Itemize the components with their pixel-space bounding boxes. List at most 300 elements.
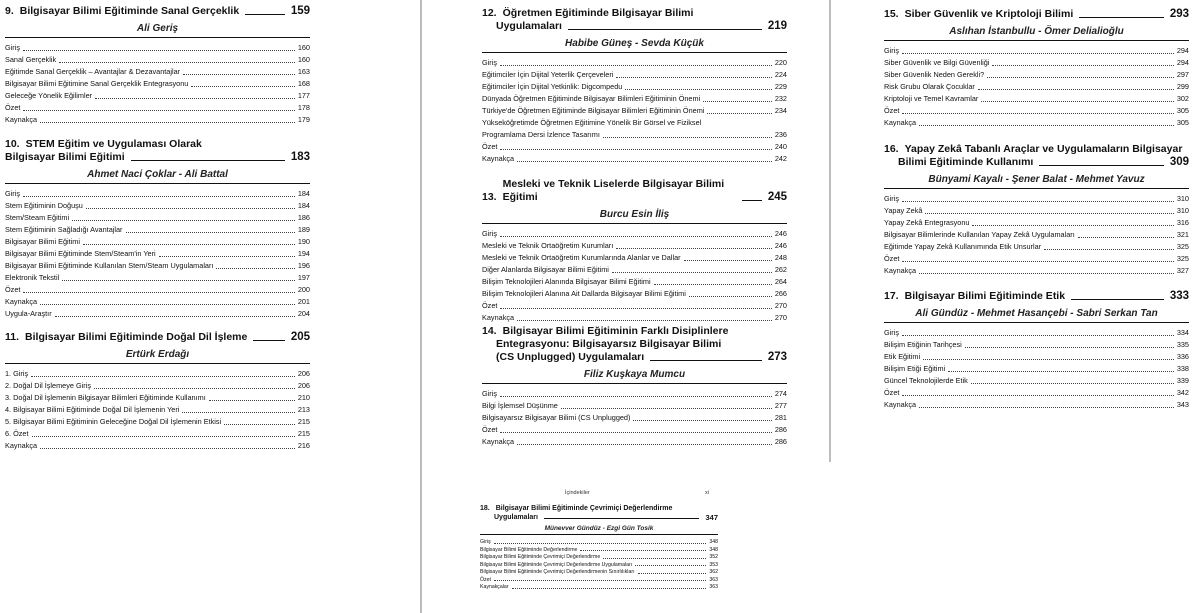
entry-page: 336 xyxy=(1176,352,1189,361)
toc-entry xyxy=(482,252,787,264)
dot-leader xyxy=(224,424,295,425)
entry-page: 264 xyxy=(774,277,787,286)
dot-leader xyxy=(633,420,771,421)
toc-entry xyxy=(5,236,310,248)
dot-leader xyxy=(72,220,295,221)
dot-leader xyxy=(500,308,771,309)
dot-leader xyxy=(689,296,772,297)
toc-entry xyxy=(5,440,310,452)
entry-page: 200 xyxy=(297,285,310,294)
entry-title: Bilişim Teknolojileri Alanında Bilgisayar Bilimi Eğitimi xyxy=(482,277,651,286)
toc-entry xyxy=(5,404,310,416)
entry-title: Bilgi İşlemsel Düşünme xyxy=(482,401,558,410)
dot-leader xyxy=(992,65,1173,66)
entry-title: Geleceğe Yönelik Eğilimler xyxy=(5,91,93,100)
entry-page: 297 xyxy=(1176,70,1189,79)
dot-leader xyxy=(517,444,772,445)
chapter-18 xyxy=(480,504,718,592)
toc-entry xyxy=(5,296,310,308)
chapter-10 xyxy=(5,138,310,320)
toc-entry xyxy=(480,539,718,547)
toc-entry xyxy=(884,93,1189,105)
entry-title: Giriş xyxy=(482,389,497,398)
entry-title: Kaynakça xyxy=(5,115,38,124)
entry-page: 229 xyxy=(774,82,787,91)
chapter-page-number: 245 xyxy=(767,191,787,203)
toc-entry xyxy=(480,547,718,555)
entry-page: 179 xyxy=(297,115,310,124)
toc-entry xyxy=(482,117,787,129)
chapter-title-line xyxy=(5,331,310,344)
dot-leader xyxy=(971,383,1174,384)
entry-page: 232 xyxy=(774,94,787,103)
dot-leader xyxy=(902,113,1173,114)
chapter-title-line xyxy=(884,156,1189,169)
chapter-title-line xyxy=(482,178,787,204)
entry-title: Bilişim Etiği Eğitimi xyxy=(884,364,946,373)
chapter-authors xyxy=(480,525,718,535)
dot-leader xyxy=(987,77,1174,78)
entry-page: 302 xyxy=(1176,94,1189,103)
entry-page: 163 xyxy=(297,67,310,76)
toc-entry xyxy=(482,264,787,276)
dot-leader xyxy=(40,448,295,449)
entry-page: 310 xyxy=(1176,206,1189,215)
entry-page: 236 xyxy=(774,130,787,139)
entry-title: Bilişim Teknolojileri Alanına Ait Dallarda Bilgisayar Bilimi Eğitimi xyxy=(482,289,686,298)
chapter-page-number: 347 xyxy=(705,513,718,522)
dot-leader xyxy=(972,225,1173,226)
chapter-12 xyxy=(482,7,787,165)
entry-title: Kaynakça xyxy=(482,313,515,322)
dot-leader xyxy=(31,376,295,377)
dot-leader xyxy=(40,304,295,305)
dot-leader xyxy=(902,53,1174,54)
chapter-authors xyxy=(5,169,310,184)
entry-title: Özet xyxy=(480,576,491,583)
toc-entry xyxy=(482,424,787,436)
toc-entry xyxy=(5,248,310,260)
author-names: Burcu Esin İliş xyxy=(599,209,670,220)
dot-leader xyxy=(616,248,772,249)
toc-entry xyxy=(5,78,310,90)
toc-entry xyxy=(884,229,1189,241)
toc-entry xyxy=(884,265,1189,277)
chapter-page-number: 159 xyxy=(290,5,310,17)
entry-title: Bilgisayar Bilimi Eğitiminde Kullanılan Stem/Steam Uygulamaları xyxy=(5,261,214,270)
entry-title: Uygula-Araştır xyxy=(5,309,52,318)
author-names: Habibe Güneş - Sevda Küçük xyxy=(565,38,704,49)
chapter-title: Bilimi Eğitiminde Kullanımı xyxy=(898,156,1034,168)
dot-leader xyxy=(603,137,772,138)
chapter-title: Bilgisayar Bilimi Eğitiminde Çevrimiçi Değerlendirme xyxy=(495,505,673,512)
toc-entry xyxy=(482,388,787,400)
chapter-9 xyxy=(5,5,310,126)
chapter-title: Bilgisayar Bilimi Eğitiminde Sanal Gerçeklik xyxy=(19,5,240,17)
title-leader-line xyxy=(253,340,284,341)
entry-page: 348 xyxy=(709,546,718,553)
toc-entry xyxy=(884,69,1189,81)
dot-leader xyxy=(216,268,294,269)
toc-entry xyxy=(482,105,787,117)
dot-leader xyxy=(55,316,295,317)
dot-leader xyxy=(919,407,1174,408)
toc-entry xyxy=(482,141,787,153)
toc-entry xyxy=(482,412,787,424)
entry-page: 353 xyxy=(709,561,718,568)
toc-entry xyxy=(5,42,310,54)
entry-page: 277 xyxy=(774,401,787,410)
entry-page: 246 xyxy=(774,229,787,238)
entry-title: Diğer Alanlarda Bilgisayar Bilimi Eğitimi xyxy=(482,265,609,274)
dot-leader xyxy=(684,260,772,261)
chapter-title-line xyxy=(5,151,310,164)
entry-page: 363 xyxy=(709,584,718,590)
entry-title: Yapay Zekâ xyxy=(884,206,923,215)
toc-entry xyxy=(884,117,1189,129)
entry-page: 168 xyxy=(297,79,310,88)
entry-title: 6. Özet xyxy=(5,429,29,438)
entry-title: Özet xyxy=(5,285,21,294)
chapter-authors xyxy=(884,26,1189,41)
chapter-title: Bilgisayar Bilimi Eğitiminde Doğal Dil İşleme xyxy=(25,331,248,343)
entry-title: Sanal Gerçeklik xyxy=(5,55,57,64)
toc-entry xyxy=(884,205,1189,217)
entry-title: Kaynakça xyxy=(482,437,515,446)
dot-leader xyxy=(159,256,295,257)
entry-title: Yapay Zekâ Entegrasyonu xyxy=(884,218,970,227)
toc-entry xyxy=(482,93,787,105)
entry-page: 197 xyxy=(297,273,310,282)
dot-leader xyxy=(603,558,706,559)
toc-entry xyxy=(5,224,310,236)
toc-entry xyxy=(884,57,1189,69)
toc-entry xyxy=(482,240,787,252)
dot-leader xyxy=(95,98,295,99)
entry-title: Kriptoloji ve Temel Kavramlar xyxy=(884,94,979,103)
toc-entry xyxy=(482,400,787,412)
chapter-number: 9. xyxy=(5,5,14,17)
toc-entry xyxy=(884,253,1189,265)
entry-title: Güncel Teknolojilerde Etik xyxy=(884,376,968,385)
chapter-number: 17. xyxy=(884,290,899,302)
toc-entry xyxy=(5,284,310,296)
entry-page: 201 xyxy=(297,297,310,306)
entry-title: Elektronik Tekstil xyxy=(5,273,60,282)
chapter-page-number: 333 xyxy=(1169,290,1189,302)
dot-leader xyxy=(500,149,771,150)
dot-leader xyxy=(517,320,772,321)
toc-entry xyxy=(5,66,310,78)
author-names: Münevver Gündüz - Ezgi Gün Tosik xyxy=(544,525,654,532)
chapter-title: Siber Güvenlik ve Kriptoloji Bilimi xyxy=(904,8,1074,20)
dot-leader xyxy=(209,400,295,401)
toc-entry-list xyxy=(884,327,1189,411)
chapter-page-number: 205 xyxy=(290,331,310,343)
chapter-title: Bilgisayar Bilimi Eğitiminde Etik xyxy=(904,290,1066,302)
entry-title: Stem Eğitiminin Doğuşu xyxy=(5,201,83,210)
entry-title: Stem Eğitiminin Sağladığı Avantajlar xyxy=(5,225,123,234)
entry-title: Bilgisayar Bilimi Eğitiminde Çevrimiçi Değerlendirme xyxy=(480,554,601,560)
chapter-title: (CS Unplugged) Uygulamaları xyxy=(496,351,645,363)
chapter-page-number: 293 xyxy=(1169,8,1189,20)
author-names: Ali Gündüz - Mehmet Hasançebi - Sabri Serkan Tan xyxy=(915,308,1158,319)
toc-entry xyxy=(5,392,310,404)
entry-title: Özet xyxy=(5,103,21,112)
entry-page: 206 xyxy=(297,381,310,390)
dot-leader xyxy=(925,213,1173,214)
author-names: Aslıhan İstanbullu - Ömer Delialioğlu xyxy=(949,26,1124,37)
entry-page: 215 xyxy=(297,429,310,438)
toc-entry xyxy=(884,363,1189,375)
chapter-title-line xyxy=(884,143,1189,156)
chapter-title: STEM Eğitim ve Uygulaması Olarak xyxy=(25,138,202,150)
entry-page: 286 xyxy=(774,437,787,446)
toc-entry xyxy=(5,260,310,272)
entry-page: 160 xyxy=(297,43,310,52)
entry-page: 246 xyxy=(774,241,787,250)
dot-leader xyxy=(902,261,1173,262)
title-leader-line xyxy=(650,360,762,361)
chapter-number: 14. xyxy=(482,325,497,337)
entry-page: 305 xyxy=(1176,118,1189,127)
entry-page: 321 xyxy=(1176,230,1189,239)
entry-page: 310 xyxy=(1176,194,1189,203)
toc-entry xyxy=(5,368,310,380)
toc-entry xyxy=(884,81,1189,93)
toc-entry xyxy=(482,57,787,69)
entry-page: 299 xyxy=(1176,82,1189,91)
toc-entry xyxy=(884,105,1189,117)
chapter-authors xyxy=(884,308,1189,323)
entry-page: 274 xyxy=(774,389,787,398)
toc-entry xyxy=(884,327,1189,339)
dot-leader xyxy=(23,110,294,111)
entry-title: Giriş xyxy=(5,189,20,198)
entry-title: Kaynakça xyxy=(884,266,917,275)
entry-title: Eğitimde Yapay Zekâ Kullanımında Etik Unsurlar xyxy=(884,242,1042,251)
entry-title: Bilgisayar Bilimi Eğitiminde Çevrimiçi Değerlendirmenin Sınırlılıkları xyxy=(480,569,635,575)
entry-title: Giriş xyxy=(884,46,899,55)
entry-page: 334 xyxy=(1176,328,1189,337)
entry-title: Giriş xyxy=(480,539,491,545)
entry-page: 178 xyxy=(297,103,310,112)
entry-page: 266 xyxy=(774,289,787,298)
chapter-11 xyxy=(5,331,310,452)
title-leader-line xyxy=(1079,17,1164,18)
author-names: Ertürk Erdağı xyxy=(125,349,190,360)
title-leader-line xyxy=(742,200,762,201)
title-leader-line xyxy=(1071,299,1164,300)
entry-title: Siber Güvenlik ve Bilgi Güvenliği xyxy=(884,58,990,67)
entry-page: 294 xyxy=(1176,46,1189,55)
toc-entry xyxy=(482,153,787,165)
title-leader-line xyxy=(568,29,762,30)
dot-leader xyxy=(23,292,294,293)
dot-leader xyxy=(919,273,1174,274)
toc-entry xyxy=(884,339,1189,351)
entry-title: 1. Giriş xyxy=(5,369,29,378)
entry-page: 160 xyxy=(297,55,310,64)
running-header-left: İçindekiler xyxy=(565,490,590,496)
dot-leader xyxy=(500,236,772,237)
entry-page: 190 xyxy=(297,237,310,246)
entry-page: 343 xyxy=(1176,400,1189,409)
dot-leader xyxy=(965,347,1174,348)
entry-title: Kaynakça xyxy=(5,297,38,306)
title-leader-line xyxy=(131,160,285,161)
chapter-title-line xyxy=(482,351,787,364)
dot-leader xyxy=(1078,237,1174,238)
dot-leader xyxy=(561,408,772,409)
entry-page: 325 xyxy=(1176,254,1189,263)
dot-leader xyxy=(500,432,771,433)
toc-entry xyxy=(884,387,1189,399)
toc-entry xyxy=(482,276,787,288)
entry-page: 335 xyxy=(1176,340,1189,349)
entry-title: Giriş xyxy=(884,328,899,337)
dot-leader xyxy=(978,89,1174,90)
title-leader-line xyxy=(1039,165,1163,166)
chapter-title: Uygulamaları xyxy=(496,20,562,32)
toc-entry xyxy=(884,45,1189,57)
entry-title: Yükseköğretimde Öğretmen Eğitimine Yönelik Bir Görsel ve Fiziksel xyxy=(482,118,702,127)
entry-page: 177 xyxy=(297,91,310,100)
toc-entry xyxy=(482,69,787,81)
entry-page: 339 xyxy=(1176,376,1189,385)
entry-title: Siber Güvenlik Neden Gerekli? xyxy=(884,70,985,79)
dot-leader xyxy=(59,62,295,63)
dot-leader xyxy=(902,201,1174,202)
entry-title: Bilgisayar Bilimi Eğitimine Sanal Gerçeklik Entegrasyonu xyxy=(5,79,189,88)
chapter-number: 18. xyxy=(480,505,490,512)
chapter-title: Bilgisayar Bilimi Eğitiminin Farklı Disiplinlere xyxy=(502,325,729,337)
entry-page: 270 xyxy=(774,301,787,310)
entry-title: Bilgisayar Bilimi Eğitiminde Değerlendirme xyxy=(480,546,578,553)
toc-entry xyxy=(480,562,718,570)
toc-entry xyxy=(5,200,310,212)
toc-entry xyxy=(482,228,787,240)
chapter-authors xyxy=(5,23,310,38)
entry-page: 281 xyxy=(774,413,787,422)
chapter-number: 15. xyxy=(884,8,899,20)
dot-leader xyxy=(612,272,772,273)
entry-page: 216 xyxy=(297,441,310,450)
entry-title: Giriş xyxy=(5,43,20,52)
dot-leader xyxy=(512,588,707,589)
chapter-number: 13. xyxy=(482,191,497,203)
dot-leader xyxy=(183,74,295,75)
entry-page: 206 xyxy=(297,369,310,378)
entry-title: Giriş xyxy=(482,229,497,238)
chapter-title: Bilgisayar Bilimi Eğitimi xyxy=(5,151,125,163)
entry-page: 342 xyxy=(1176,388,1189,397)
entry-page: 194 xyxy=(297,249,310,258)
dot-leader xyxy=(919,125,1174,126)
page-divider-middle xyxy=(829,0,831,462)
toc-entry-list xyxy=(482,388,787,448)
entry-title: Eğitimde Sanal Gerçeklik – Avantajlar & Dezavantajlar xyxy=(5,67,181,76)
chapter-title-line xyxy=(884,8,1189,21)
dot-leader xyxy=(40,122,295,123)
toc-entry xyxy=(480,554,718,562)
entry-title: Kaynakça xyxy=(884,118,917,127)
chapter-title-line xyxy=(482,20,787,33)
chapter-title-line xyxy=(482,338,787,351)
entry-title: Giriş xyxy=(884,194,899,203)
chapter-13 xyxy=(482,178,787,324)
entry-title: Mesleki ve Teknik Ortaöğretim Kurumlarında Alanlar ve Dallar xyxy=(482,253,681,262)
toc-entry xyxy=(884,351,1189,363)
entry-title: Bilgisayarsız Bilgisayar Bilimi (CS Unplugged) xyxy=(482,413,631,422)
dot-leader xyxy=(86,208,295,209)
entry-title: Bilgisayar Bilimi Eğitimi xyxy=(5,237,81,246)
dot-leader xyxy=(981,101,1173,102)
entry-title: Kaynakça xyxy=(5,441,38,450)
title-leader-line xyxy=(245,14,285,15)
entry-page: 338 xyxy=(1176,364,1189,373)
entry-title: 3. Doğal Dil İşlemenin Bilgisayar Bilimleri Eğitiminde Kullanımı xyxy=(5,393,206,402)
toc-entry-list xyxy=(5,188,310,320)
chapter-14 xyxy=(482,325,787,448)
entry-page: 262 xyxy=(774,265,787,274)
chapter-number: 10. xyxy=(5,138,20,150)
page-divider-left xyxy=(420,0,422,613)
dot-leader xyxy=(654,284,772,285)
entry-title: 2. Doğal Dil İşlemeye Giriş xyxy=(5,381,91,390)
chapter-page-number: 273 xyxy=(767,351,787,363)
entry-title: Özet xyxy=(884,254,900,263)
dot-leader xyxy=(707,113,771,114)
entry-page: 186 xyxy=(297,213,310,222)
entry-page: 204 xyxy=(297,309,310,318)
dot-leader xyxy=(902,395,1173,396)
dot-leader xyxy=(923,359,1174,360)
entry-title: 4. Bilgisayar Bilimi Eğitiminde Doğal Dil İşlemenin Yeri xyxy=(5,405,180,414)
toc-entry-list xyxy=(884,45,1189,129)
entry-title: Dünyada Öğretmen Eğitiminde Bilgisayar Bilimleri Eğitiminin Önemi xyxy=(482,94,701,103)
dot-leader xyxy=(616,77,771,78)
toc-entry-list xyxy=(482,228,787,324)
entry-title: Bilişim Etiğinin Tarihçesi xyxy=(884,340,962,349)
toc-entry xyxy=(884,193,1189,205)
chapter-number: 11. xyxy=(5,331,20,343)
toc-entry xyxy=(482,300,787,312)
toc-entry xyxy=(5,90,310,102)
entry-page: 270 xyxy=(774,313,787,322)
toc-entry xyxy=(482,129,787,141)
chapter-title: Entegrasyonu: Bilgisayarsız Bilgisayar Bilimi xyxy=(496,338,722,350)
toc-entry xyxy=(482,81,787,93)
entry-title: Giriş xyxy=(482,58,497,67)
chapter-authors xyxy=(482,38,787,53)
chapter-title-line xyxy=(5,138,310,151)
entry-page: 348 xyxy=(709,539,718,545)
chapter-number: 16. xyxy=(884,143,899,155)
entry-page: 210 xyxy=(297,393,310,402)
entry-page: 305 xyxy=(1176,106,1189,115)
chapter-title: Mesleki ve Teknik Liselerde Bilgisayar Bilimi Eğitimi xyxy=(502,178,725,203)
entry-title: Mesleki ve Teknik Ortaöğretim Kurumları xyxy=(482,241,614,250)
entry-title: Özet xyxy=(884,388,900,397)
dot-leader xyxy=(23,196,295,197)
toc-entry xyxy=(5,114,310,126)
toc-entry xyxy=(5,212,310,224)
entry-title: Bilgisayar Bilimi Eğitiminde Stem/Steam'in Yeri xyxy=(5,249,156,258)
entry-title: 5. Bilgisayar Bilimi Eğitiminin Geleceğine Doğal Dil İşlemenin Etkisi xyxy=(5,417,222,426)
author-names: Ali Geriş xyxy=(136,23,179,34)
dot-leader xyxy=(94,388,295,389)
